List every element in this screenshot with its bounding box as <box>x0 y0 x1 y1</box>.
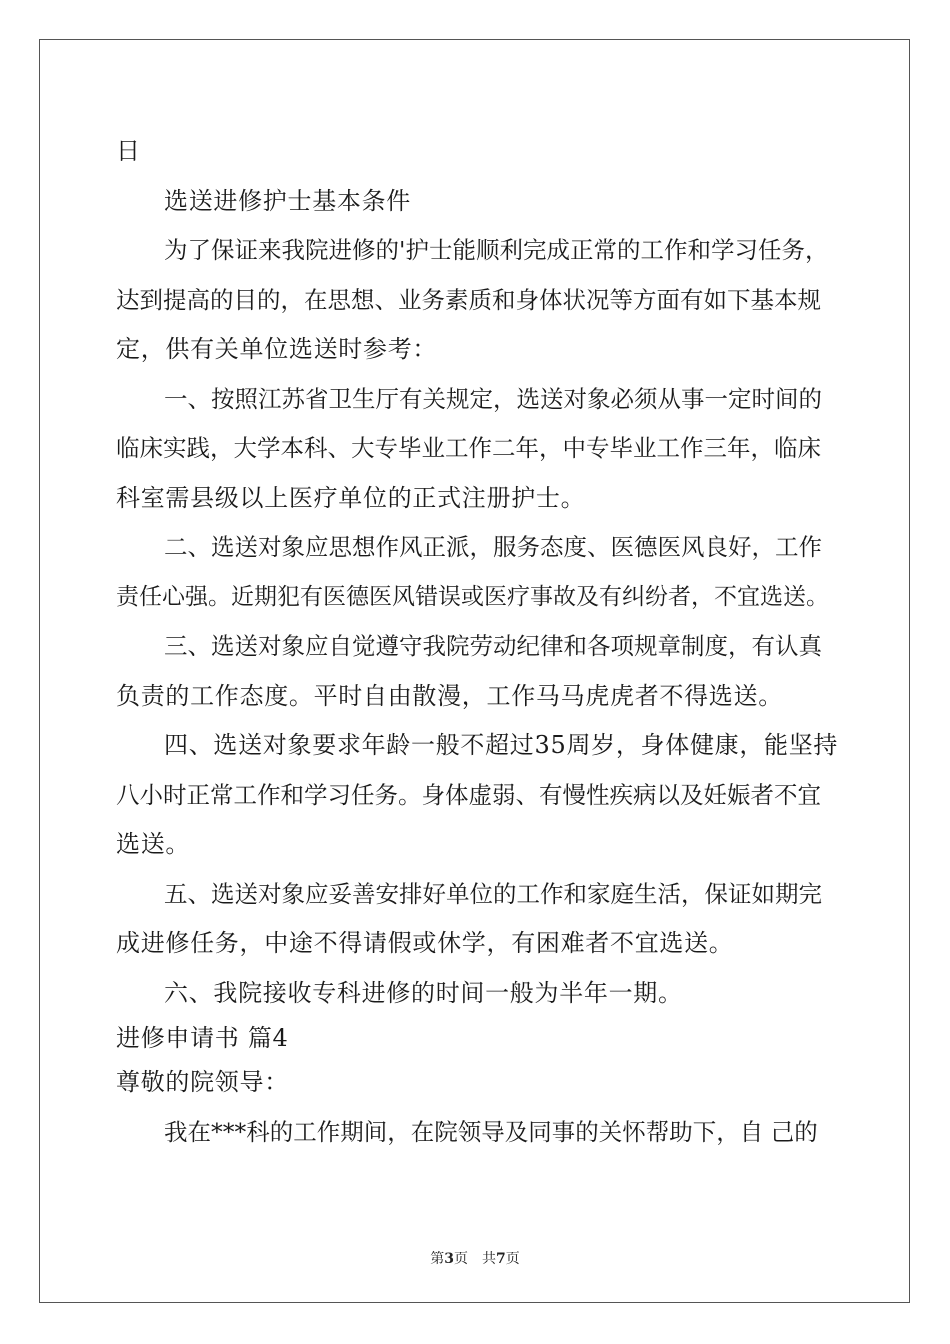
text-line: 一、按照江苏省卫生厅有关规定，选送对象必须从事一定时间的 <box>164 384 822 413</box>
total-pages: 7 <box>496 1251 506 1267</box>
text-line: 定，供有关单位选送时参考： <box>116 335 438 363</box>
text-line: 三、选送对象应自觉遵守我院劳动纪律和各项规章制度，有认真 <box>164 632 822 660</box>
text-line: 达到提高的目的，在思想、业务素质和身体状况等方面有如下基本规 <box>116 285 821 314</box>
text-line: 四、选送对象要求年龄一般不超过35周岁，身体健康，能坚持 <box>164 731 839 759</box>
text-line: 成进修任务，中途不得请假或休学，有困难者不宜选送。 <box>116 929 734 957</box>
section-heading: 选送进修护士基本条件 <box>164 186 411 215</box>
footer-suffix: 页 <box>505 1251 520 1267</box>
text-line: 临床实践，大学本科、大专毕业工作二年，中专毕业工作三年，临床 <box>116 434 821 462</box>
text-line: 六、我院接收专科进修的时间一般为半年一期。 <box>164 978 683 1007</box>
text-line: 责任心强。近期犯有医德医风错误或医疗事故及有纠纷者，不宜选送。 <box>116 583 829 610</box>
document-body <box>116 127 838 1157</box>
page-footer <box>0 1248 950 1268</box>
footer-middle: 页 共 <box>454 1251 496 1267</box>
text-line: 选送。 <box>116 830 191 858</box>
salutation: 尊敬的院领导： <box>116 1068 289 1096</box>
text-line: 我在***科的工作期间，在院领导及同事的关怀帮助下，自 己的 <box>164 1117 818 1146</box>
page-number: 3 <box>444 1251 454 1267</box>
text-line: 五、选送对象应妥善安排好单位的工作和家庭生活，保证如期完 <box>164 879 822 908</box>
footer-prefix: 第 <box>430 1251 445 1267</box>
text-line: 八小时正常工作和学习任务。身体虚弱、有慢性疾病以及妊娠者不宜 <box>116 780 821 809</box>
section-title: 进修申请书 篇4 <box>116 1024 289 1052</box>
text-line: 二、选送对象应思想作风正派，服务态度、医德医风良好，工作 <box>164 533 822 561</box>
text-line: 为了保证来我院进修的'护士能顺利完成正常的工作和学习任务， <box>164 236 829 264</box>
text-line: 日 <box>116 137 141 165</box>
text-line: 科室需县级以上医疗单位的正式注册护士。 <box>116 483 586 512</box>
text-line: 负责的工作态度。平时自由散漫，工作马马虎虎者不得选送。 <box>116 681 783 710</box>
